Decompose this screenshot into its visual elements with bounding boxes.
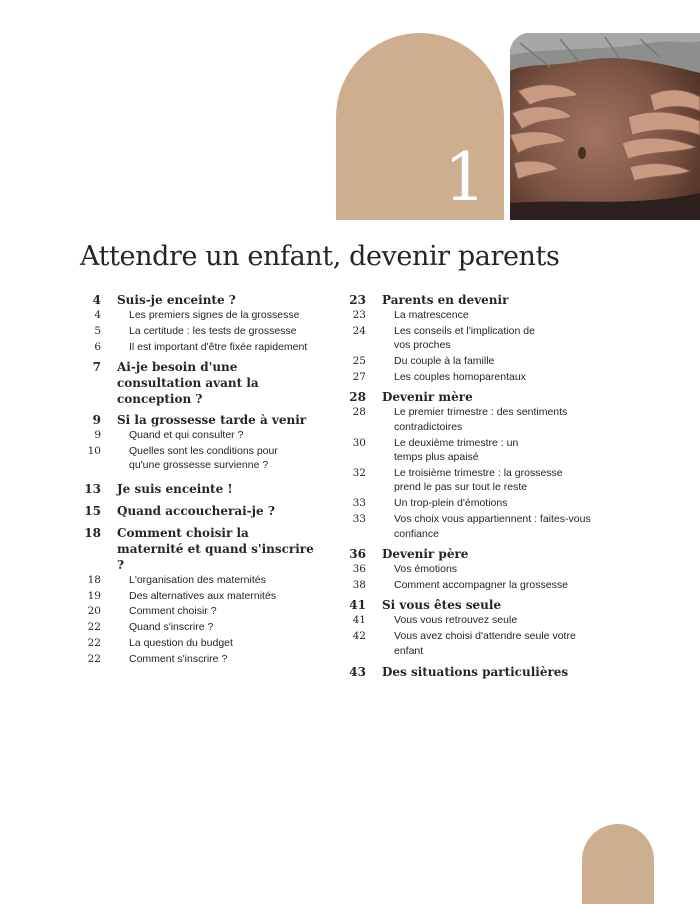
- toc-entry[interactable]: [80, 604, 340, 619]
- toc-label: Comment choisir ?: [129, 605, 217, 618]
- toc-page-number: 38: [352, 578, 366, 591]
- toc-entry[interactable]: [80, 324, 340, 339]
- chapter-title: Attendre un enfant, devenir parents: [80, 241, 560, 272]
- toc-entry[interactable]: [80, 573, 340, 588]
- toc-label: La matrescence: [394, 309, 469, 321]
- toc-page-number: 33: [352, 497, 366, 510]
- toc-label: Comment accompagner la grossesse: [394, 578, 568, 591]
- toc-entry[interactable]: [80, 428, 340, 443]
- toc-page-number: 18: [84, 525, 101, 540]
- toc-label: Si vous êtes seule: [382, 598, 502, 613]
- toc-label: Vous avez choisi d'attendre seule votre enfant: [394, 630, 576, 657]
- toc-label: Quand et qui consulter ?: [129, 429, 244, 442]
- toc-page-number: 4: [94, 309, 101, 321]
- toc-entry[interactable]: [345, 512, 615, 541]
- toc-label: Le premier trimestre : des sentiments contradictoires: [394, 406, 568, 433]
- toc-page-number: 24: [352, 324, 366, 337]
- toc-page-number: 36: [352, 563, 366, 576]
- toc-label: Devenir mère: [382, 390, 473, 405]
- toc-page-number: 9: [92, 413, 101, 428]
- toc-entry[interactable]: [80, 359, 340, 407]
- toc-label: La question du budget: [129, 637, 233, 650]
- toc-label: Le deuxième trimestre : un temps plus apaisé: [394, 436, 519, 464]
- toc-right-column: [345, 290, 615, 680]
- toc-entry[interactable]: [345, 597, 615, 613]
- toc-entry[interactable]: [345, 405, 615, 434]
- toc-label: La certitude : les tests de grossesse: [129, 324, 297, 337]
- toc-label: Si la grossesse tarde à venir: [117, 413, 307, 428]
- toc-page-number: 33: [352, 513, 366, 526]
- toc-label: L'organisation des maternités: [129, 573, 266, 586]
- toc-label: Les conseils et l'implication de vos proches: [394, 324, 535, 352]
- toc-entry[interactable]: [345, 389, 615, 405]
- toc-entry[interactable]: [80, 412, 340, 428]
- toc-label: Devenir père: [382, 547, 469, 562]
- toc-entry[interactable]: [80, 652, 340, 667]
- toc-entry[interactable]: [345, 324, 615, 353]
- toc-label: Vous vous retrouvez seule: [394, 614, 518, 627]
- toc-page-number: 22: [87, 637, 101, 650]
- toc-entry[interactable]: [345, 562, 615, 577]
- toc-entry[interactable]: [80, 503, 340, 519]
- toc-entry[interactable]: [80, 525, 340, 573]
- toc-entry[interactable]: [80, 636, 340, 651]
- toc-page-number: 36: [349, 547, 366, 562]
- toc-page-number: 23: [349, 293, 366, 307]
- toc-entry[interactable]: [345, 664, 615, 680]
- toc-label: Un trop-plein d'émotions: [394, 497, 508, 510]
- toc-page-number: 27: [352, 370, 366, 383]
- toc-entry[interactable]: [80, 340, 340, 355]
- toc-label: Comment s'inscrire ?: [129, 652, 228, 665]
- toc-page-number: 25: [352, 355, 366, 368]
- toc-entry[interactable]: [345, 370, 615, 385]
- toc-page-number: 6: [94, 340, 101, 353]
- toc-label: Du couple à la famille: [394, 355, 495, 368]
- toc-label: Vos choix vous appartiennent : faites-vous confiance: [394, 513, 591, 540]
- toc-page-number: 23: [352, 309, 366, 321]
- toc-page-number: 15: [84, 503, 101, 518]
- toc-entry[interactable]: [345, 578, 615, 593]
- toc-page-number: 22: [87, 621, 101, 634]
- corner-arch: [582, 824, 654, 904]
- toc-entry[interactable]: [345, 613, 615, 628]
- toc-page-number: 42: [352, 630, 366, 643]
- toc-entry[interactable]: [345, 466, 615, 495]
- toc-entry[interactable]: [345, 292, 615, 308]
- toc-label: Je suis enceinte !: [117, 481, 233, 496]
- toc-page-number: 5: [94, 324, 101, 337]
- toc-page-number: 18: [87, 573, 101, 586]
- toc-page-number: 28: [349, 390, 366, 405]
- toc-entry[interactable]: [345, 436, 615, 465]
- toc-entry[interactable]: [80, 589, 340, 604]
- toc-page-number: 30: [352, 436, 366, 449]
- toc-page-number: 4: [92, 293, 101, 307]
- toc-entry[interactable]: [345, 308, 615, 323]
- toc-entry[interactable]: [80, 292, 340, 308]
- toc-page-number: 28: [352, 406, 366, 419]
- toc-label: Des alternatives aux maternités: [129, 589, 277, 602]
- toc-entry[interactable]: [80, 444, 340, 473]
- toc-page-number: 13: [84, 481, 101, 496]
- toc-left-column: [80, 290, 340, 668]
- toc-label: Quand s'inscrire ?: [129, 621, 214, 634]
- toc-label: Vos émotions: [394, 563, 458, 576]
- toc-label: Suis-je enceinte ?: [117, 293, 236, 307]
- toc-page-number: 7: [92, 360, 101, 375]
- toc-label: Des situations particulières: [382, 665, 569, 680]
- toc-page-number: 43: [349, 665, 366, 680]
- toc-label: Comment choisir la maternité et quand s'inscrire ?: [117, 525, 314, 572]
- pregnancy-photo: [510, 33, 700, 220]
- toc-entry[interactable]: [345, 546, 615, 562]
- toc-entry[interactable]: [80, 481, 340, 497]
- toc-entry[interactable]: [80, 308, 340, 323]
- toc-page-number: 22: [87, 652, 101, 665]
- toc-label: Les couples homoparentaux: [394, 370, 526, 383]
- toc-label: Ai-je besoin d'une consultation avant la conception ?: [117, 360, 259, 407]
- toc-page-number: 41: [349, 598, 366, 613]
- pregnant-belly-illustration: [510, 33, 700, 220]
- toc-entry[interactable]: [345, 354, 615, 369]
- toc-entry[interactable]: [345, 496, 615, 511]
- chapter-number: 1: [444, 139, 486, 216]
- toc-page-number: 20: [87, 605, 101, 618]
- toc-page-number: 19: [87, 589, 101, 602]
- toc-page-number: 9: [94, 429, 101, 442]
- toc-page-number: 32: [352, 466, 366, 479]
- toc-page-number: 41: [352, 614, 366, 627]
- toc-label: Il est important d'être fixée rapidement: [129, 340, 308, 353]
- toc-label: Les premiers signes de la grossesse: [129, 309, 300, 321]
- toc-label: Quand accoucherai-je ?: [117, 503, 275, 518]
- toc-entry[interactable]: [80, 620, 340, 635]
- toc-label: Le troisième trimestre : la grossesse prend le pas sur tout le reste: [394, 466, 563, 494]
- toc-label: Quelles sont les conditions pour qu'une grossesse survienne ?: [129, 444, 278, 472]
- toc-entry[interactable]: [345, 629, 615, 658]
- toc-page-number: 10: [87, 444, 101, 457]
- toc-label: Parents en devenir: [382, 293, 509, 307]
